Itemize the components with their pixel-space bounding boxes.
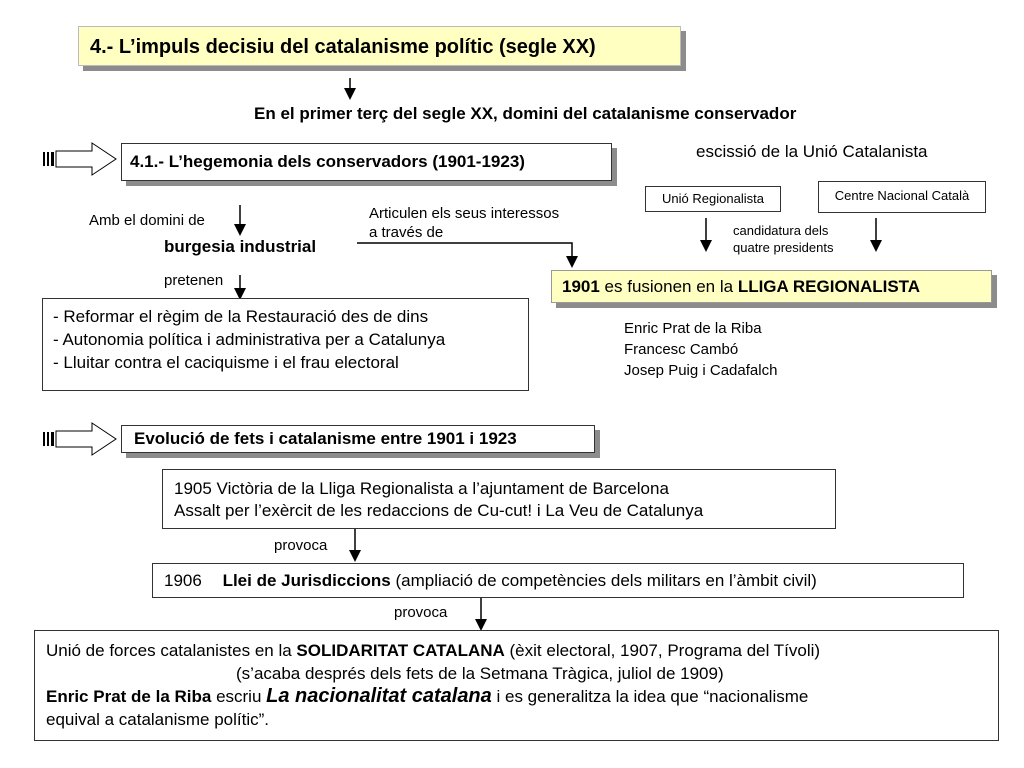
lliga-box <box>551 270 992 303</box>
solidaritat-line-2: (s’acaba després dels fets de la Setmana Tràgica, juliol de 1909) <box>236 664 724 683</box>
leaders-list <box>624 318 777 381</box>
event-1905-line: 1905 Victòria de la Lliga Regionalista a l’ajuntament de Barcelona <box>174 479 669 498</box>
solidaritat-line-4: equival a catalanisme polític”. <box>46 710 270 729</box>
event-1906-rest: (ampliació de competències dels militars en l’àmbit civil) <box>390 571 817 590</box>
event-1906-year: 1906 <box>164 571 202 590</box>
section1-title <box>121 143 612 181</box>
section2-title-text: Evolució de fets i catalanisme entre 1901 i 1923 <box>134 429 517 448</box>
candidatura-line-1: candidatura dels <box>733 223 829 238</box>
articulen-text <box>369 204 559 242</box>
event-1906-box <box>152 563 964 598</box>
escriu-text: escriu <box>211 687 267 706</box>
intro-text: En el primer terç del segle XX, domini del catalanisme conservador <box>254 104 797 123</box>
prat-name: Enric Prat de la Riba <box>46 687 212 706</box>
section2-title <box>121 425 595 453</box>
section1-title-text: 4.1.- L’hegemonia dels conservadors (1901-1923) <box>130 152 525 171</box>
lliga-mid: es fusionen en la <box>599 277 738 296</box>
provoca-label: provoca <box>394 604 448 621</box>
amb-domini-label: Amb el domini de <box>89 212 205 229</box>
solidaritat-l1c: (èxit electoral, 1907, Programa del Tívoli) <box>504 641 821 660</box>
book-title: La nacionalitat catalana <box>266 685 492 707</box>
leader-item: Francesc Cambó <box>624 341 739 358</box>
candidatura-line-2: quatre presidents <box>733 240 834 255</box>
candidatura-text <box>733 222 833 256</box>
event-1906-law: Llei de Jurisdiccions <box>222 571 391 590</box>
centre-nacional-box <box>818 181 986 213</box>
page-title <box>78 26 681 66</box>
provoca-label: provoca <box>274 537 328 554</box>
goal-item: - Autonomia política i administrativa per a Catalunya <box>53 330 446 349</box>
events-1905-box <box>162 469 836 529</box>
burgesia-label: burgesia industrial <box>164 237 317 256</box>
leader-item: Enric Prat de la Riba <box>624 320 762 337</box>
goal-item: - Lluitar contra el caciquisme i el frau electoral <box>53 353 399 372</box>
solidaritat-line-3 <box>46 685 998 708</box>
solidaritat-name: SOLIDARITAT CATALANA <box>296 641 505 660</box>
arrow-articulen-lliga <box>357 243 572 265</box>
unio-regionalista-label: Unió Regionalista <box>662 191 764 206</box>
solidaritat-l1a: Unió de forces catalanistes en la <box>46 641 297 660</box>
page-title-text: 4.- L’impuls decisiu del catalanisme polític (segle XX) <box>90 36 596 58</box>
pretenen-label: pretenen <box>164 272 224 289</box>
unio-regionalista-box <box>645 186 781 212</box>
goals-box <box>42 298 529 391</box>
idea-text: i es generalitza la idea que “nacionalisme <box>491 687 809 706</box>
goal-item: - Reformar el règim de la Restauració des de dins <box>53 307 429 326</box>
solidaritat-line-1 <box>46 639 998 662</box>
escissio-text: escissió de la Unió Catalanista <box>696 142 928 161</box>
leader-item: Josep Puig i Cadafalch <box>624 362 778 379</box>
articulen-line-2: a través de <box>369 224 444 241</box>
lliga-name: LLIGA REGIONALISTA <box>737 277 921 296</box>
articulen-line-1: Articulen els seus interessos <box>369 205 560 222</box>
lliga-year: 1901 <box>562 277 600 296</box>
event-1905-line: Assalt per l’exèrcit de les redaccions de Cu-cut! i La Veu de Catalunya <box>174 501 704 520</box>
centre-nacional-label: Centre Nacional Català <box>834 188 970 203</box>
solidaritat-box <box>34 630 999 741</box>
block-arrow-icon <box>43 423 116 455</box>
block-arrow-icon <box>43 143 116 175</box>
